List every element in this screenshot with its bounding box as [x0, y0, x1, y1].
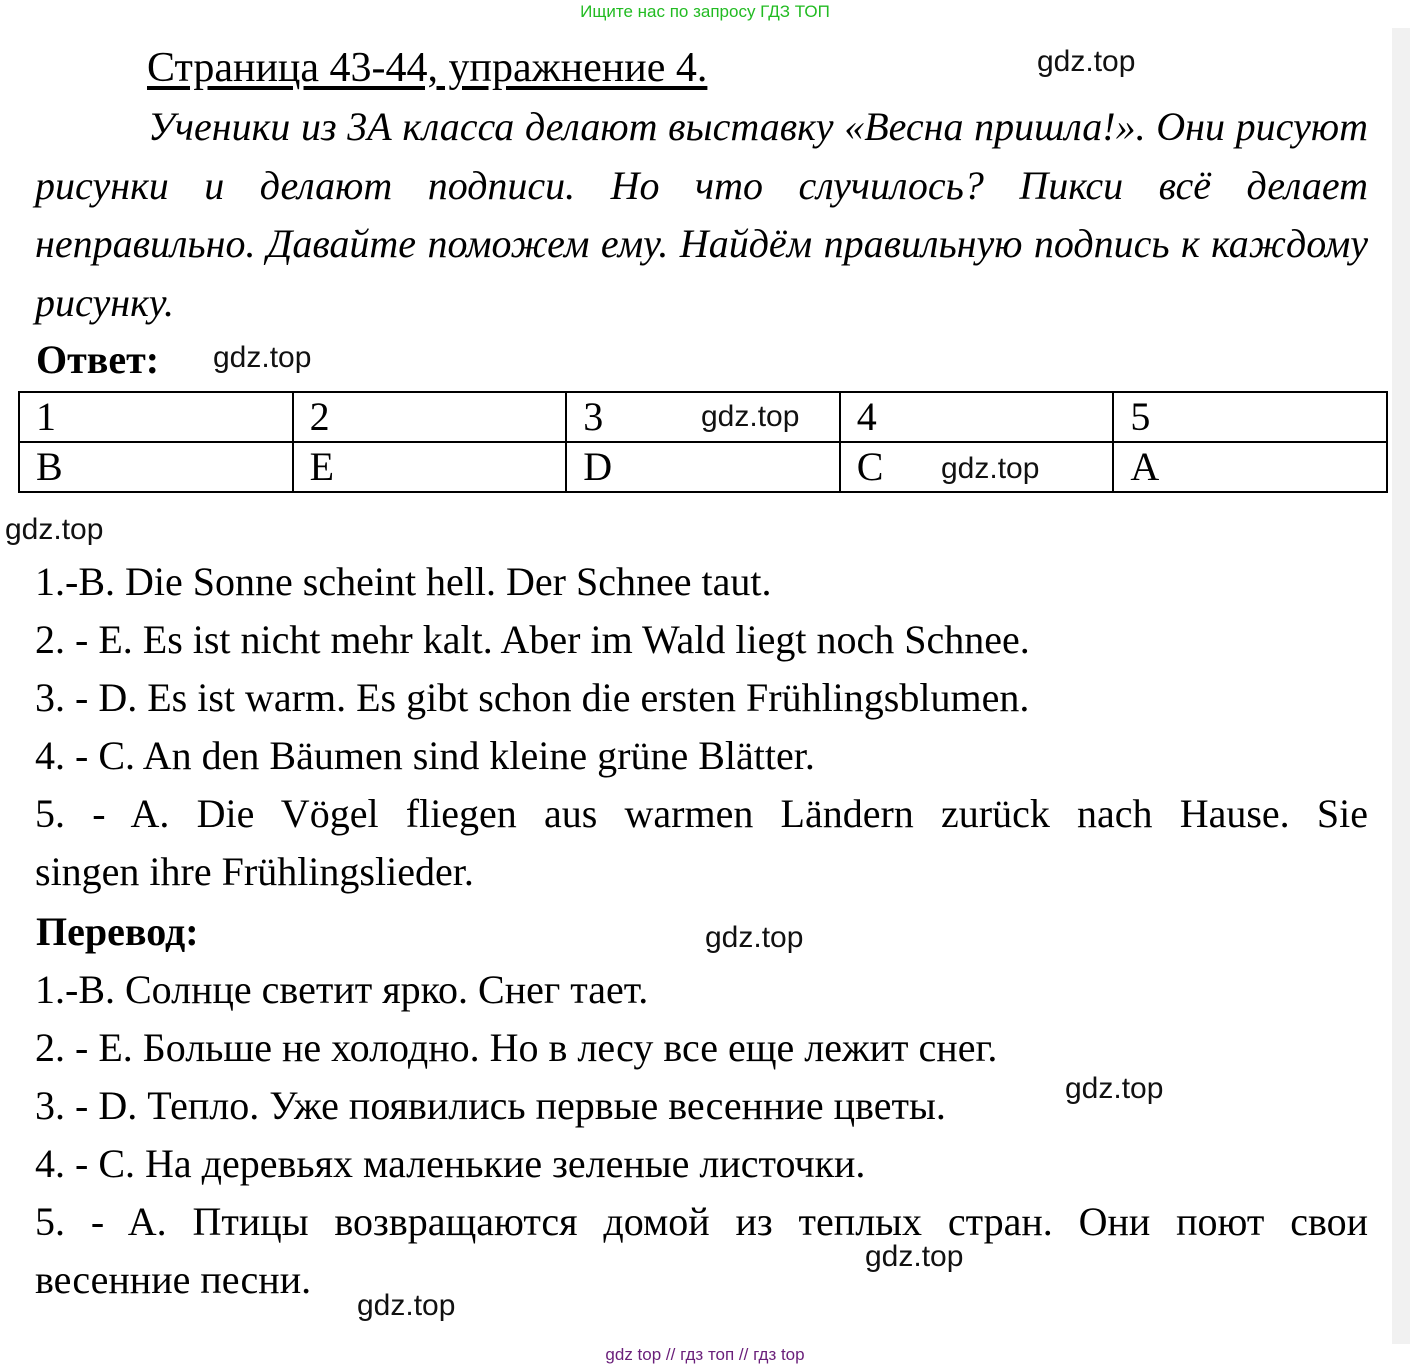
watermark: gdz.top	[5, 513, 104, 546]
table-cell: 3	[566, 392, 840, 442]
translation-line-5-cont: весенние песни.	[35, 1257, 312, 1302]
page-title: Страница 43-44, упражнение 4.	[147, 45, 708, 91]
watermark: gdz.top	[865, 1240, 964, 1273]
footer-links[interactable]: gdz top // гдз топ // гдз top	[605, 1345, 805, 1364]
scrollbar-track[interactable]	[1392, 28, 1410, 1344]
table-row-letters	[19, 442, 1387, 492]
german-line-5: 5. - A. Die Vögel fliegen aus warmen Ländern zurück nach Hause. Sie	[35, 791, 1368, 836]
table-cell: 5	[1113, 392, 1387, 442]
table-cell: A	[1113, 442, 1387, 492]
german-line-3: 3. - D. Es ist warm. Es gibt schon die ersten Frühlingsblumen.	[35, 675, 1030, 720]
german-line-4: 4. - C. An den Bäumen sind kleine grüne Blätter.	[35, 733, 815, 778]
watermark: gdz.top	[357, 1289, 456, 1322]
table-cell: 4	[840, 392, 1114, 442]
german-line-5-cont: singen ihre Frühlingslieder.	[35, 849, 474, 894]
task-text-block	[35, 98, 1368, 332]
german-answers	[35, 553, 1368, 901]
watermark: gdz.top	[213, 341, 312, 374]
table-cell: C	[840, 442, 1114, 492]
translation-answers	[35, 961, 1368, 1309]
translation-line-5: 5. - A. Птицы возвращаются домой из теплых стран. Они поют свои	[35, 1199, 1368, 1244]
german-line-1: 1.-B. Die Sonne scheint hell. Der Schnee taut.	[35, 559, 772, 604]
translation-line-4: 4. - C. На деревьях маленькие зеленые листочки.	[35, 1141, 866, 1186]
watermark: gdz.top	[1037, 45, 1136, 78]
translation-line-3: 3. - D. Тепло. Уже появились первые весенние цветы.	[35, 1083, 946, 1128]
answer-label: Ответ:	[36, 337, 160, 382]
table-cell: E	[293, 442, 567, 492]
table-cell: B	[19, 442, 293, 492]
translation-line-2: 2. - E. Больше не холодно. Но в лесу все еще лежит снег.	[35, 1025, 998, 1070]
table-cell: 1	[19, 392, 293, 442]
table-cell: 2	[293, 392, 567, 442]
watermark: gdz.top	[941, 452, 1040, 485]
top-banner: Ищите нас по запросу ГДЗ ТОП	[580, 2, 830, 21]
watermark: gdz.top	[1065, 1072, 1164, 1105]
translation-label: Перевод:	[36, 909, 199, 954]
table-cell: D	[566, 442, 840, 492]
watermark: gdz.top	[701, 400, 800, 433]
task-text: Ученики из 3А класса делают выставку «Весна пришла!». Они рисуют рисунки и делают подписи. Но что случилось? Пикси всё делает неправильно. Давайте поможем ему. Найдём правильную подпись к каждому рисунку.	[35, 104, 1368, 325]
german-line-2: 2. - E. Es ist nicht mehr kalt. Aber im Wald liegt noch Schnee.	[35, 617, 1030, 662]
translation-line-1: 1.-B. Солнце светит ярко. Снег тает.	[35, 967, 649, 1012]
watermark: gdz.top	[705, 921, 804, 954]
